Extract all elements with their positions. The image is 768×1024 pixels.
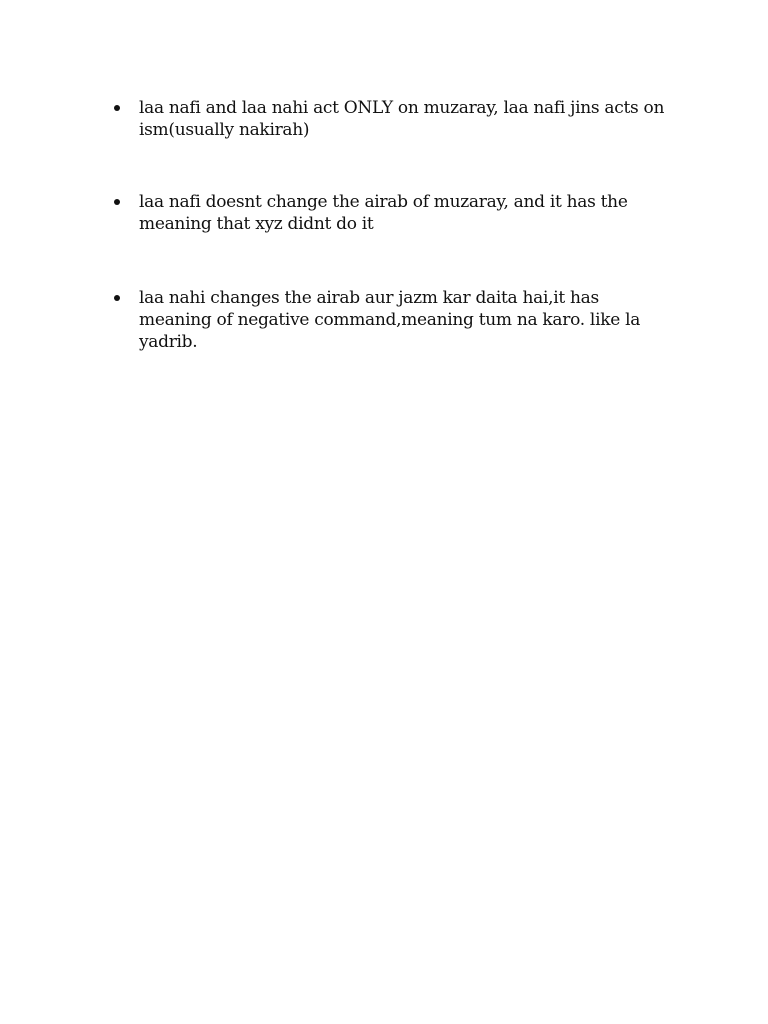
note-text: laa nafi doesnt change the airab of muzaray, and it has the meaning that xyz didnt do it — [139, 192, 628, 234]
note-text: laa nafi and laa nahi act ONLY on muzaray, laa nafi jins acts on ism(usually nakirah) — [139, 98, 665, 140]
bullet-icon — [114, 199, 120, 205]
list-item — [114, 97, 674, 141]
bullet-icon — [114, 105, 120, 111]
bullet-icon — [114, 295, 120, 301]
list-item — [114, 287, 674, 353]
note-text: laa nahi changes the airab aur jazm kar daita hai,it has meaning of negative command,meaning tum na karo. like la yadrib. — [139, 288, 641, 352]
list-item — [114, 191, 674, 235]
